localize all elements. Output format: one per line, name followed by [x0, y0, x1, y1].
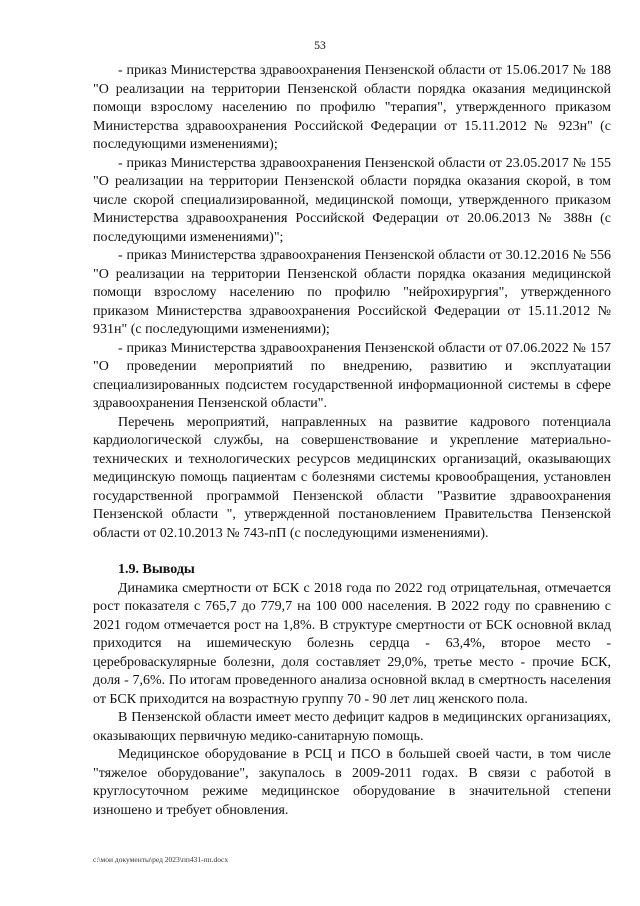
paragraph-activities-list: Перечень мероприятий, направленных на развитие кадрового потенциала кардиологической службы, на совершенствование и укрепление материально-технических и технологических ресурсов медицинских организаций, оказывающих медицинскую помощь пациентам с болезнями системы кровообращения, установлен государственной программой Пензенской области "Развитие здравоохранения Пензенской области ", утвержденной постановлением Правительства Пензенской области от 02.10.2013 № 743-пП (с последующими изменениями).	[93, 414, 611, 541]
footer-file-path: c:\мои документы\ред 2023\пп431-пп.docx	[93, 855, 229, 864]
paragraph-order-terapiya: - приказ Министерства здравоохранения Пензенской области от 15.06.2017 № 188 "О реализации на территории Пензенской области порядка оказания медицинской помощи взрослому населению по профилю "терапия", утвержденного приказом Министерства здравоохранения Российской Федерации от 15.11.2012 № 923н" (с последующими изменениями);	[93, 63, 611, 152]
paragraph-order-neurosurgery: - приказ Министерства здравоохранения Пензенской области от 30.12.2016 № 556 "О реализации на территории Пензенской области порядка оказания медицинской помощи взрослому населению по профилю "нейрохирургия", утвержденного приказом Министерства здравоохранения Российской Федерации от 15.11.2012 № 931н" (с последующими изменениями);	[93, 248, 611, 337]
paragraph-staff-deficit: В Пензенской области имеет место дефицит кадров в медицинских организациях, оказывающих первичную медико-санитарную помощь.	[93, 710, 611, 744]
paragraph-equipment: Медицинское оборудование в РСЦ и ПСО в большей своей части, в том числе "тяжелое оборудование", закупалось в 2009-2011 годах. В связи с работой в круглосуточном режиме медицинское оборудование в значительной степени изношено и требует обновления.	[93, 747, 611, 818]
paragraph-mortality-dynamics: Динамика смертности от БСК с 2018 года по 2022 год отрицательная, отмечается рост показателя с 765,7 до 779,7 на 100 000 населения. В 2022 году по сравнению с 2021 годом отмечается рост на 1,8%. В структуре смертности от БСК основной вклад приходится на ишемическую болезнь сердца - 63,4%, второе место - цереброваскулярные болезни, доля составляет 29,0%, третье место - прочие БСК, доля - 7,6%. По итогам проведенного анализа основной вклад в смертность населения от БСК приходится на возрастную группу 70 - 90 лет лиц женского пола.	[93, 580, 611, 707]
document-body	[93, 62, 611, 820]
section-title: 1.9. Выводы	[118, 562, 195, 577]
spacer	[93, 543, 611, 561]
paragraph-order-information-system: - приказ Министерства здравоохранения Пензенской области от 07.06.2022 № 157 "О проведении мероприятий по внедрению, развитию и эксплуатации специализированных подсистем государственной информационной системы в сфере здравоохранения Пензенской области".	[93, 340, 611, 411]
paragraph-order-emergency: - приказ Министерства здравоохранения Пензенской области от 23.05.2017 № 155 "О реализации на территории Пензенской области порядка оказания скорой, в том числе скорой специализированной, медицинской помощи, утвержденного приказом Министерства здравоохранения Российской Федерации от 20.06.2013 № 388н (с последующими изменениями)";	[93, 155, 611, 245]
page-number: 53	[314, 40, 326, 52]
